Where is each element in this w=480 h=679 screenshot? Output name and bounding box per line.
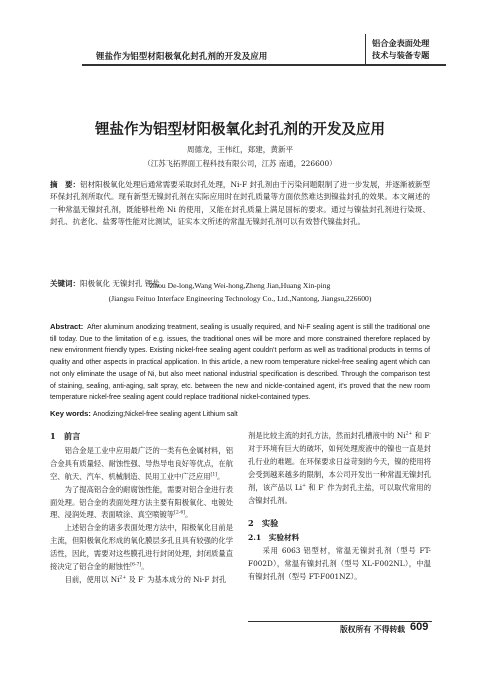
abstract-en-text: After aluminum anodizing treatment, sealing is usually required, and Ni-F sealing agent is still the traditional one till today. Due to the limitation of e.g. issues, the traditional ones will be more and more constrained therefore replaced by new environment friendly types. Existing nickel-free sealing agent couldn’t perform as well as traditional products in terms of quality and other aspects in practical application. In this article, a new room temperature nickel-free sealing agent which can not only eliminate the usage of Ni, but also meet national industrial specification is described. Through the comparison test of staining, sealing, anti-aging, salt spray, etc. between the new and nickle-contained agent, it’s proved that the new room temperature nickel-free sealing agent could replace traditional nickel-contained types.	[50, 324, 430, 402]
abstract-cn	[50, 179, 430, 228]
paragraph-text: 为基本成分的 Ni-F 封孔	[144, 574, 227, 584]
subsection-2-1-heading: 2.1 实验材料	[248, 533, 300, 543]
section-2-heading: 2 实验	[248, 518, 279, 529]
superscript: 2+	[405, 431, 413, 437]
paragraph	[50, 574, 233, 587]
paragraph-text: 为了提高铝合金的耐腐蚀性能，需要对铝合金进行表面处理。铝合金的表面处理方法主要有阳极氧化、电镀处理、浸润处理、表面喷涂、真空喷镀等	[50, 484, 233, 520]
paragraph	[248, 430, 431, 507]
paragraph-text: 剂是比较主流的封孔方法，然而封孔槽液中的 Ni	[248, 431, 406, 440]
paragraph-text: 和 F	[412, 431, 430, 440]
superscript: -	[323, 483, 325, 489]
header-vertical-divider	[365, 34, 366, 66]
page-number: 609	[410, 621, 429, 633]
body-left-column	[50, 430, 233, 587]
copyright-notice: 版权所有 不得转载	[340, 625, 406, 634]
superscript: -	[143, 575, 145, 581]
paragraph-text: 及 F	[126, 574, 144, 584]
paragraph	[50, 484, 233, 523]
paragraph-text: 对于环境有巨大的破坏，如何处理废液中的镍也一直是封孔行业的难题。在环保要求日益苛刻的今天，镍的使用将会受到越来越多的限制，本公司开发出一种常温无镍封孔剂，该产品以 Li	[248, 443, 431, 492]
abstract-cn-text: 铝材阳极氧化处理后通常需要采取封孔处理，Ni-F 封孔剂由于污染问题限制了进一步发展，并逐渐被新型环保封孔剂所取代。现有新型无镍封孔剂在实际应用时在封孔质量等方面依然难达到镍盐封孔的效果。本文阐述的一种常温无镍封孔剂，既能够杜绝 Ni 的使用，又能在封孔质量上满足国标的要求。通过与镍盐封孔剂进行染斑、封孔、抗老化、盐雾等性能对比测试，证实本文所述的常温无镍封孔剂可以有效替代镍盐封孔。	[50, 180, 430, 226]
punctuation: 。	[217, 471, 225, 481]
citation: [2-6]	[174, 511, 186, 517]
abstract-en	[50, 321, 430, 404]
paragraph-text: 上述铝合金的诸多表面处理方法中，阳极氧化目前是主流，但阳极氧化形成的氧化膜层多孔且具有较强的化学活性，因此，需要对这些膜孔进行封闭处理，封闭质量直接决定了铝合金的耐蚀性	[50, 523, 233, 572]
superscript: +	[302, 483, 306, 489]
punctuation: 。	[141, 562, 149, 572]
article-title: 锂盐作为铝型材阳极氧化封孔剂的开发及应用	[95, 121, 385, 138]
paragraph-text: 作为封孔主盐，可以取代常用的含镍封孔剂。	[248, 482, 432, 505]
superscript: 2+	[119, 575, 127, 581]
journal-column-line1: 铝合金表面处理	[372, 38, 430, 48]
superscript: -	[429, 431, 431, 437]
paragraph	[50, 445, 233, 484]
affiliation: （江苏飞拓界面工程科技有限公司，江苏 南通，226600）	[143, 159, 337, 168]
keywords-cn-text: 阳极氧化 无镍封孔 锂盐	[80, 279, 160, 288]
citation: [1]	[210, 472, 218, 478]
affiliation-en: (Jiangsu Feituo Interface Engineering Technology Co., Ltd.,Nantong, Jiangsu,226600)	[108, 294, 372, 303]
journal-column-line2: 技术与装备专题	[372, 50, 430, 60]
citation: [6-7]	[130, 562, 142, 568]
keywords-en	[50, 409, 430, 418]
authors: 周德龙，王伟红，郑建，黄新平	[186, 145, 294, 154]
running-header-title: 锂盐作为铝型材阳极氧化封孔剂的开发及应用	[96, 51, 268, 61]
keywords-en-text: Anodizing;Nickel-free sealing agent Lithium salt	[92, 411, 238, 418]
section-1-heading: 1 前言	[50, 431, 81, 441]
body-right-column	[248, 430, 431, 584]
paragraph-text: 目前，使用以 Ni	[64, 574, 120, 584]
header-rule	[82, 64, 446, 66]
abstract-en-label: Abstract:	[50, 322, 84, 331]
paragraph: 采用 6063 铝型材，常温无镍封孔剂（型号 FT-F002D），常温有镍封孔剂（型号 XL-F002NL），中温有镍封孔剂（型号 FT-F001NZ）。	[248, 546, 431, 582]
keywords-en-label: Key words:	[50, 409, 91, 418]
keywords-cn-label: 关键词：	[50, 279, 80, 288]
paragraph	[50, 522, 233, 574]
paragraph-text: 和 F	[305, 482, 324, 492]
paragraph-text: 铝合金是工业中应用最广泛的一类有色金属材料，铝合金具有质量轻、耐蚀性强、导热导电良好等优点，在航空、航天、汽车、机械制造、民用工业中广泛应用	[50, 445, 233, 481]
authors-en: Zhou De-long,Wang Wei-hong,Zheng Jian,Huang Xin-ping	[149, 281, 331, 290]
journal-column-label	[372, 37, 429, 61]
abstract-cn-label: 摘 要：	[50, 180, 81, 189]
punctuation: 。	[185, 510, 193, 520]
footer-rule	[248, 621, 432, 622]
